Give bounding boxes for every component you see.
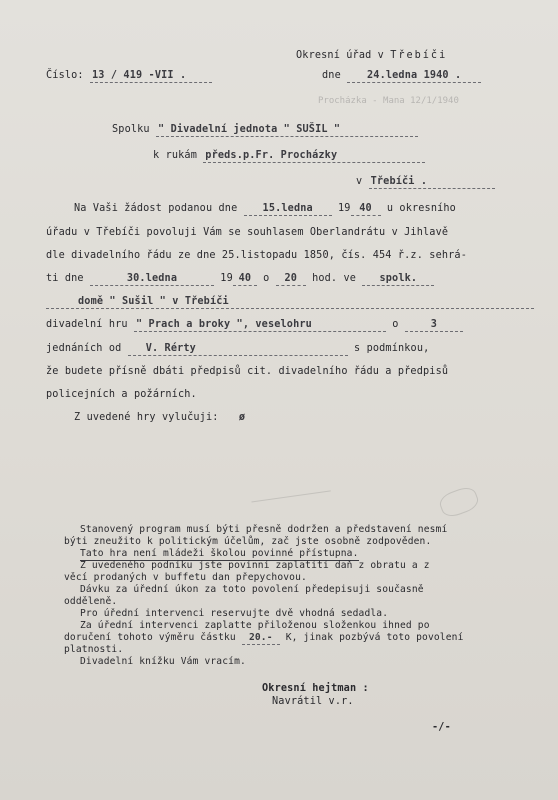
play-author: V. Rérty bbox=[128, 343, 348, 356]
condition-3-youth: Tato hra není mládeži školou povinné přístupna. bbox=[80, 548, 359, 559]
play-label: divadelní hru bbox=[46, 319, 128, 330]
condition-8: Pro úřední intervenci reservujte dvě vhodná sedadla. bbox=[80, 608, 389, 619]
body-line-2: úřadu v Třebíči povoluji Vám se souhlasem Oberlandrátu v Jihlavě bbox=[46, 227, 449, 238]
body-line-8: že budete přísně dbáti předpisů cit. divadelního řádu a předpisů bbox=[46, 366, 449, 377]
performance-year: 40 bbox=[233, 273, 257, 286]
performance-date: 30.ledna bbox=[90, 273, 214, 286]
exclusion-value: ø bbox=[238, 412, 246, 423]
body-line-5 bbox=[46, 296, 534, 309]
chairman-name: předs.p.Fr. Procházky bbox=[203, 150, 425, 163]
reference-number bbox=[46, 70, 212, 83]
acts-count: 3 bbox=[405, 319, 463, 332]
condition-6: Dávku za úřední úkon za toto povolení předepisuji současně bbox=[80, 584, 424, 595]
recipient-attention bbox=[153, 150, 425, 163]
date-label: dne bbox=[322, 70, 341, 81]
body-line-4 bbox=[46, 273, 434, 286]
faded-stamp: Procházka - Mana 12/1/1940 bbox=[318, 96, 459, 106]
town-prefix: v bbox=[356, 176, 363, 187]
body-line-3: dle divadelního řádu ze dne 25.listopadu 1850, čís. 454 ř.z. sehrá- bbox=[46, 250, 467, 261]
play-title bbox=[134, 319, 386, 332]
fee-amount: 20.- bbox=[242, 632, 280, 645]
number-value: 13 / 419 -VII . bbox=[90, 70, 212, 83]
fee-text: doručení tohoto výměru částku bbox=[64, 632, 236, 643]
venue-name: domě " Sušil " v Třebíči bbox=[46, 296, 534, 309]
condition-7: odděleně. bbox=[64, 596, 118, 607]
condition-5: věcí prodaných v buffetu dan přepychovou. bbox=[64, 572, 307, 583]
at-text: o bbox=[263, 273, 270, 284]
signature-title: Okresní hejtman : bbox=[262, 683, 369, 694]
year-prefix: 19 bbox=[337, 203, 351, 214]
condition-text: s podmínkou, bbox=[354, 343, 430, 354]
play-genre: , veselohru bbox=[242, 319, 312, 330]
recipient-association bbox=[112, 124, 418, 137]
condition-1: Stanovený program musí býti přesně dodržen a představení nesmí bbox=[80, 524, 448, 535]
condition-12: Divadelní knížku Vám vracím. bbox=[80, 656, 246, 667]
request-date: 15.ledna bbox=[244, 203, 332, 216]
recipient-label: Spolku bbox=[112, 124, 150, 135]
body-line-7 bbox=[46, 343, 429, 356]
association-name: " Divadelní jednota " SUŠIL " bbox=[156, 124, 418, 137]
signature-mark: -/- bbox=[432, 722, 451, 733]
acts-label: jednáních od bbox=[46, 343, 122, 354]
hour-label: hod. ve bbox=[312, 273, 357, 284]
fee-text-end: K, jinak pozbývá toto povolení bbox=[285, 632, 464, 643]
pencil-scribble bbox=[437, 484, 481, 520]
body-line-1 bbox=[74, 203, 456, 216]
office-label: Okresní úřad v bbox=[296, 50, 384, 61]
condition-4: Z uvedeného podniku jste povinni zaplatiti daň z obratu a z bbox=[80, 560, 430, 571]
body-line-6 bbox=[46, 319, 463, 332]
condition-2: býti zneužito k politickým účelům, zač jste osobně zodpověden. bbox=[64, 536, 432, 547]
recipient-town bbox=[356, 176, 495, 189]
pencil-mark bbox=[249, 475, 331, 503]
office-text: u okresního bbox=[386, 203, 456, 214]
body-line-9: policejních a požárních. bbox=[46, 389, 197, 400]
condition-10 bbox=[64, 632, 464, 645]
condition-9: Za úřední intervenci zaplatte přiloženou složenkou ihned po bbox=[80, 620, 430, 631]
request-year: 40 bbox=[351, 203, 381, 216]
town-value: Třebíči . bbox=[369, 176, 495, 189]
office-town: Třebíči bbox=[390, 50, 448, 61]
acts-prefix: o bbox=[392, 319, 399, 330]
condition-11: platnosti. bbox=[64, 644, 124, 655]
signature-name: Navrátil v.r. bbox=[272, 696, 354, 707]
performance-hour: 20 bbox=[276, 273, 306, 286]
attention-label: k rukám bbox=[153, 150, 197, 161]
exclusion-label: Z uvedené hry vylučuji: bbox=[74, 412, 219, 423]
perf-year-prefix: 19 bbox=[220, 273, 233, 284]
request-text: Na Vaši žádost podanou dne bbox=[74, 203, 238, 214]
number-label: Číslo: bbox=[46, 70, 84, 81]
play-name: " Prach a broky " bbox=[135, 319, 243, 330]
venue-start: spolk. bbox=[362, 273, 434, 286]
exclusion-line bbox=[74, 412, 245, 424]
letter-date bbox=[322, 70, 481, 83]
performance-label: ti dne bbox=[46, 273, 84, 284]
date-value: 24.ledna 1940 . bbox=[347, 70, 481, 83]
office-header bbox=[296, 50, 447, 62]
